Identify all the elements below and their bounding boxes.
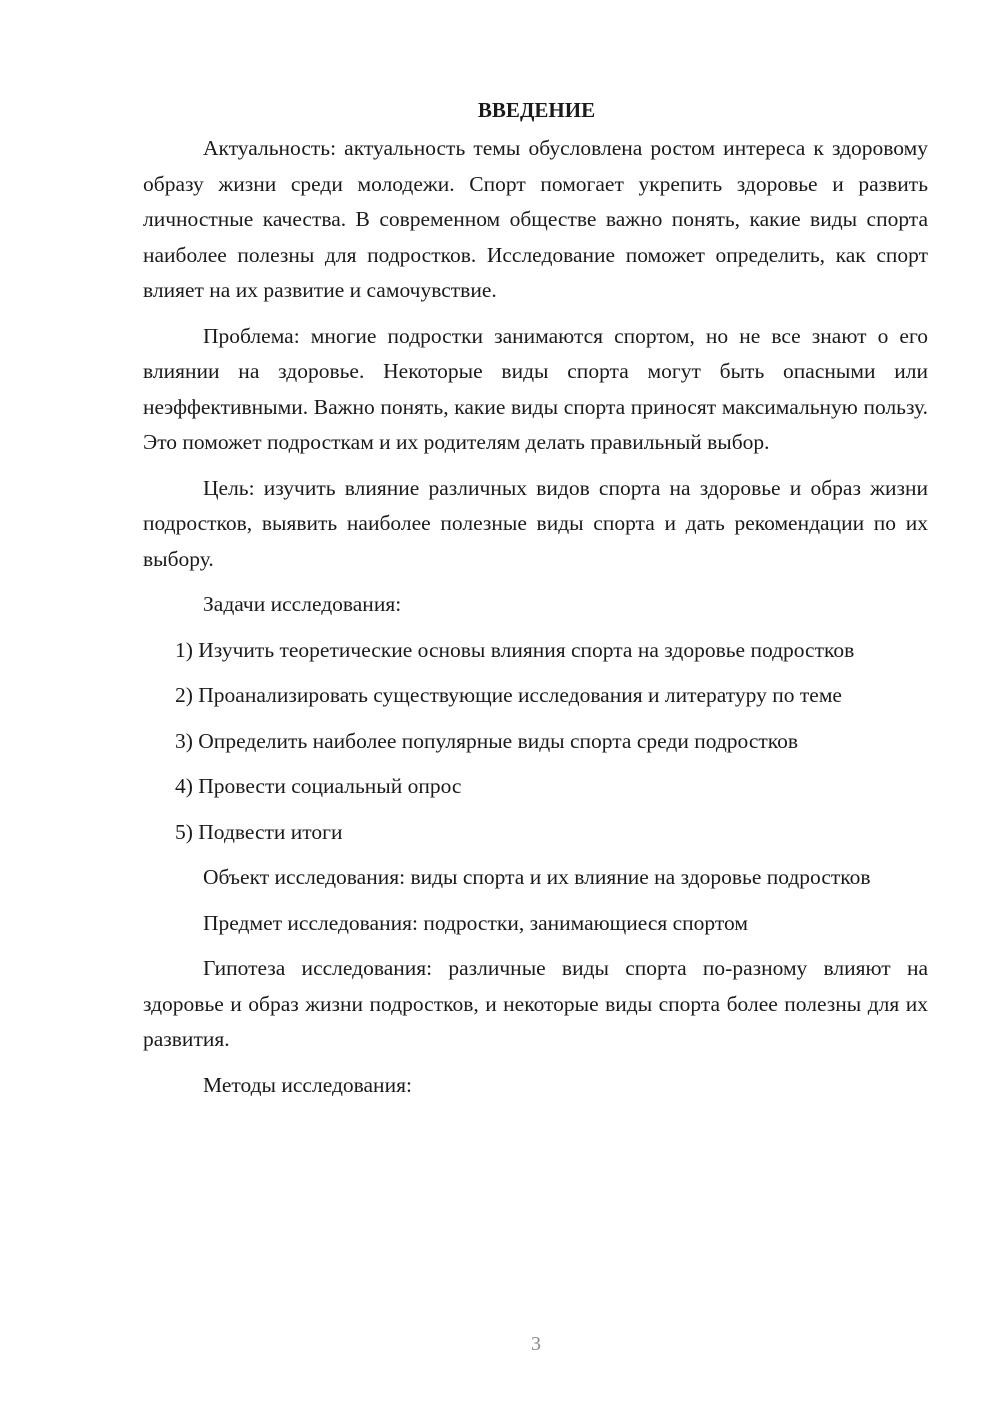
- task-item-4: 4) Провести социальный опрос: [175, 774, 462, 798]
- task-item-1: 1) Изучить теоретические основы влияния спорта на здоровье подростков: [175, 637, 855, 662]
- paragraph-goal: Цель: изучить влияние различных видов спорта на здоровье и образ жизни подростков, выявить наиболее полезные виды спорта и дать рекомендации по их выбору.: [143, 475, 928, 571]
- page-number: 3: [531, 1333, 541, 1355]
- paragraph-methods: Методы исследования:: [203, 1072, 412, 1097]
- paragraph-problem: Проблема: многие подростки занимаются спортом, но не все знают о его влиянии на здоровье. Некоторые виды спорта могут быть опасными или неэффективными. Важно понять, какие виды спорта приносят максимальную пользу. Это поможет подросткам и их родителям делать правильный выбор.: [143, 323, 928, 454]
- paragraph-relevance: Актуальность: актуальность темы обусловлена ростом интереса к здоровому образу жизни среди молодежи. Спорт помогает укрепить здоровье и развить личностные качества. В современном обществе важно понять, какие виды спорта наиболее полезны для подростков. Исследование поможет определить, как спорт влияет на их развитие и самочувствие.: [143, 136, 928, 302]
- task-item-2: 2) Проанализировать существующие исследования и литературу по теме: [175, 683, 842, 707]
- paragraph-hypothesis: Гипотеза исследования: различные виды спорта по-разному влияют на здоровье и образ жизни подростков, и некоторые виды спорта более полезны для их развития.: [143, 956, 928, 1051]
- document-page: [143, 94, 928, 1103]
- paragraph-subject: Предмет исследования: подростки, занимающиеся спортом: [203, 910, 748, 935]
- task-item-3: 3) Определить наиболее популярные виды спорта среди подростков: [175, 728, 799, 753]
- section-title: ВВЕДЕНИЕ: [477, 98, 596, 122]
- task-item-5: 5) Подвести итоги: [175, 819, 343, 844]
- paragraph-tasks-heading: Задачи исследования:: [203, 592, 402, 616]
- paragraph-object: Объект исследования: виды спорта и их влияние на здоровье подростков: [203, 865, 871, 889]
